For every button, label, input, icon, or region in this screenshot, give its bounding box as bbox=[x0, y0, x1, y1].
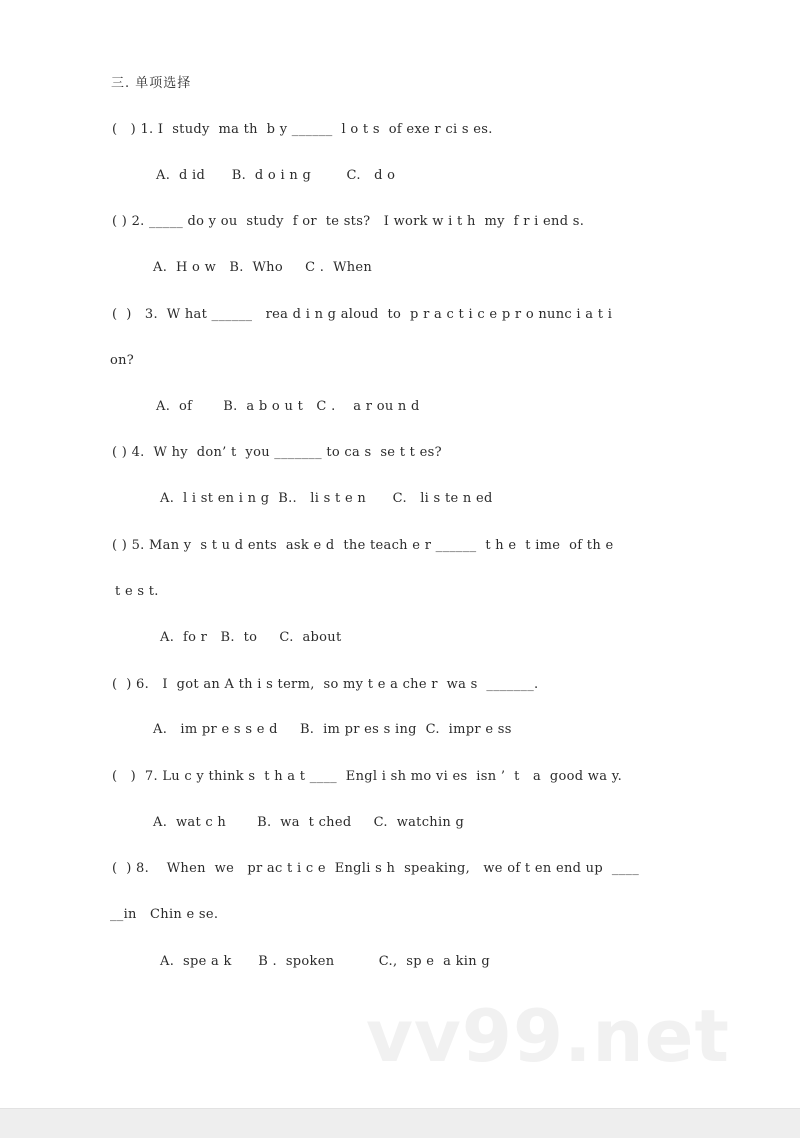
question-3-options: A. of B. a b o u t C . a r ou n d bbox=[156, 399, 420, 414]
question-8: ( ) 8. When we pr ac t i c e Engli s h speaking, we of t en end up ____ bbox=[112, 861, 640, 876]
question-2: ( ) 2. _____ do y ou study f or te sts? I work w i t h my f r i end s. bbox=[112, 214, 585, 229]
question-3: ( ) 3. W hat ______ rea d i n g aloud to p r a c t i c e p r o nunc i a t i bbox=[112, 307, 613, 322]
question-1: ( ) 1. I study ma th b y ______ l o t s of exe r ci s es. bbox=[112, 122, 493, 137]
question-8-options: A. spe a k B . spoken C., sp e a kin g bbox=[160, 954, 490, 969]
question-7-options: A. wat c h B. wa t ched C. watchin g bbox=[153, 815, 465, 830]
question-3-continued: on? bbox=[110, 353, 135, 368]
question-5: ( ) 5. Man y s t u d ents ask e d the teach e r ______ t h e t ime of th e bbox=[112, 538, 614, 553]
question-5-continued: t e s t. bbox=[115, 584, 159, 599]
page-bottom-bar bbox=[0, 1108, 800, 1138]
question-2-options: A. H o w B. Who C . When bbox=[153, 260, 373, 275]
question-5-options: A. fo r B. to C. about bbox=[160, 630, 342, 645]
question-8-continued: __in Chin e se. bbox=[110, 907, 219, 922]
question-7: ( ) 7. Lu c y think s t h a t ____ Engl i sh mo vi es isn ’ t a good wa y. bbox=[112, 769, 623, 784]
watermark: vv99.net bbox=[366, 994, 730, 1078]
question-1-options: A. d id B. d o i n g C. d o bbox=[156, 168, 396, 183]
question-4-options: A. l i st en i n g B.. li s t e n C. li s te n ed bbox=[160, 491, 493, 506]
question-6: ( ) 6. I got an A th i s term, so my t e a che r wa s _______. bbox=[112, 677, 539, 692]
section-title: 三. 单项选择 bbox=[111, 76, 192, 91]
question-6-options: A. im pr e s s e d B. im pr es s ing C. impr e ss bbox=[153, 722, 512, 737]
question-4: ( ) 4. W hy don’ t you _______ to ca s se t t es? bbox=[112, 445, 442, 460]
